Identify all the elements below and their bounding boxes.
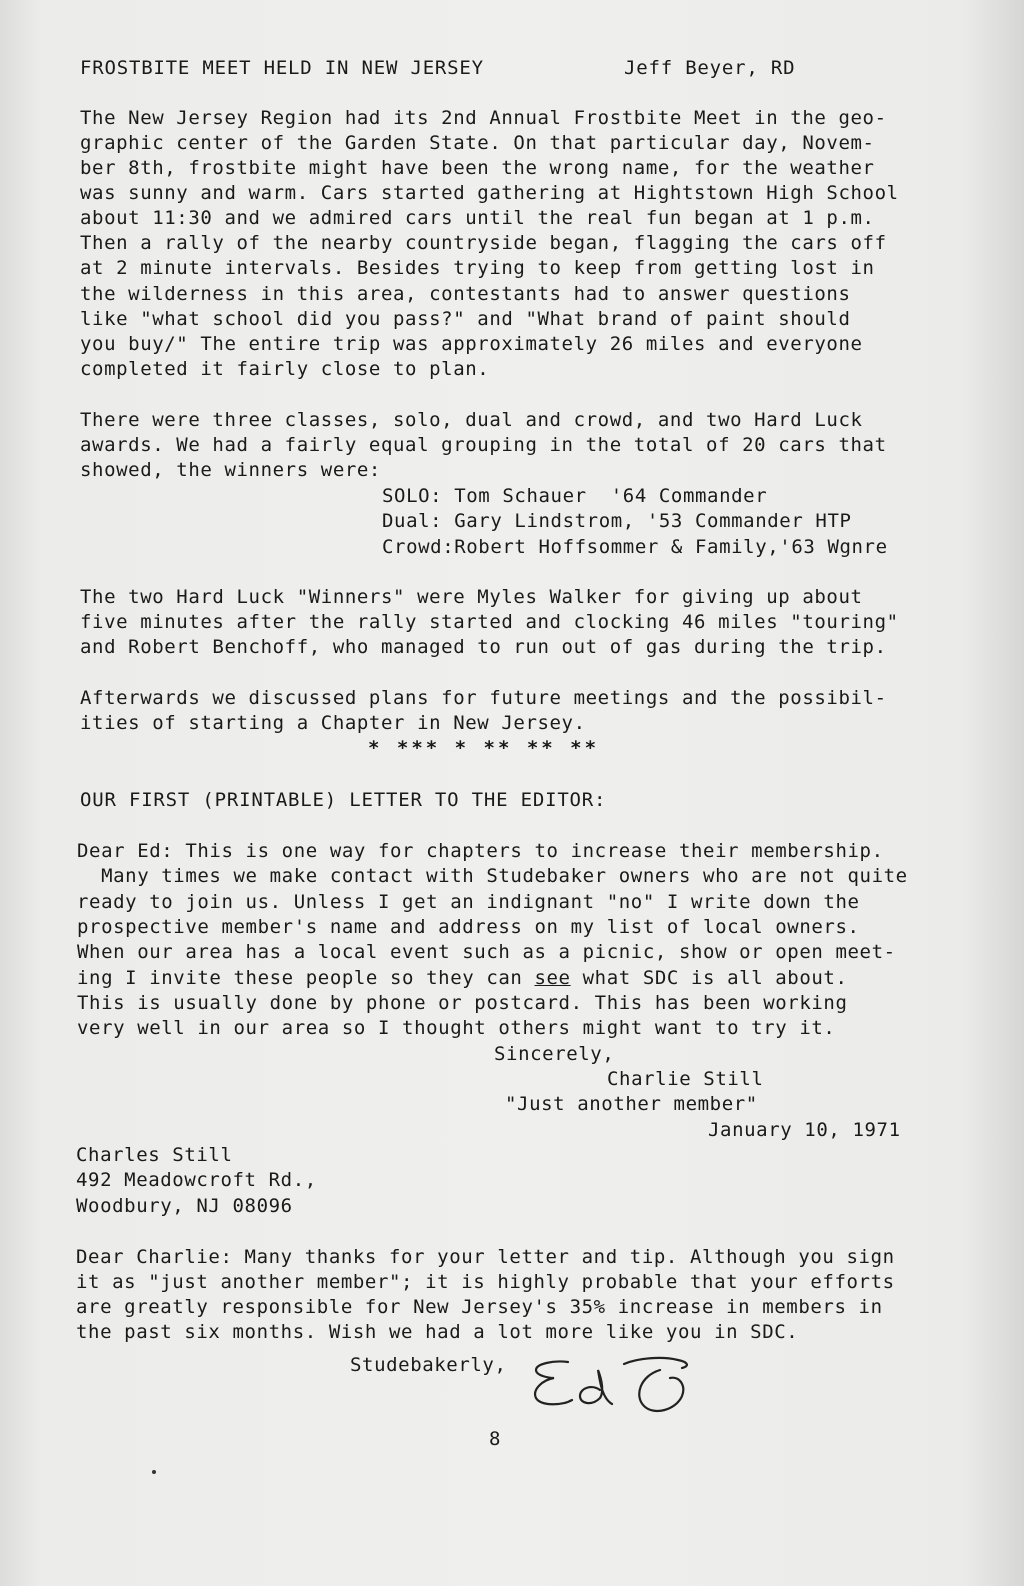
text-line: awards. We had a fairly equal grouping in the total of 20 cars that <box>80 434 887 456</box>
section-separator: * *** * ** ** ** <box>368 737 600 759</box>
winner-crowd: Crowd:Robert Hoffsommer & Family,'63 Wgnre <box>382 536 888 558</box>
text-line: was sunny and warm. Cars started gathering at Hightstown High School <box>80 182 899 204</box>
page-number: 8 <box>489 1428 501 1450</box>
text-line: ready to join us. Unless I get an indignant "no" I write down the <box>77 891 860 913</box>
handwritten-signature <box>528 1350 718 1430</box>
article-author: Jeff Beyer, RD <box>624 57 796 79</box>
text-line: The New Jersey Region had its 2nd Annual Frostbite Meet in the geo- <box>80 107 887 129</box>
text-line: Dear Charlie: Many thanks for your letter and tip. Although you sign <box>76 1246 895 1268</box>
text-line: are greatly responsible for New Jersey's 35% increase in members in <box>76 1296 883 1318</box>
text-segment: ing I invite these people so they can <box>77 967 535 989</box>
address-line: Woodbury, NJ 08096 <box>76 1195 293 1217</box>
text-line: and Robert Benchoff, who managed to run out of gas during the trip. <box>80 636 887 658</box>
text-line: prospective member's name and address on my list of local owners. <box>77 916 860 938</box>
text-line: about 11:30 and we admired cars until the real fun began at 1 p.m. <box>80 207 875 229</box>
text-line: ber 8th, frostbite might have been the wrong name, for the weather <box>80 157 875 179</box>
text-line: the past six months. Wish we had a lot more like you in SDC. <box>76 1321 799 1343</box>
text-line: five minutes after the rally started and clocking 46 miles "touring" <box>80 611 899 633</box>
letter-signer: Charlie Still <box>607 1068 764 1090</box>
text-line: ities of starting a Chapter in New Jersey. <box>80 712 586 734</box>
text-line: at 2 minute intervals. Besides trying to keep from getting lost in <box>80 257 875 279</box>
winner-solo: SOLO: Tom Schauer '64 Commander <box>382 485 768 507</box>
text-segment: what SDC is all about. <box>570 967 848 989</box>
text-line: There were three classes, solo, dual and crowd, and two Hard Luck <box>80 409 863 431</box>
speck <box>152 1470 156 1474</box>
text-line: When our area has a local event such as a picnic, show or open meet- <box>77 941 896 963</box>
text-line: the wilderness in this area, contestants had to answer questions <box>80 283 851 305</box>
letter-signer-note: "Just another member" <box>505 1093 758 1115</box>
underlined-word: see <box>534 967 571 989</box>
address-line: Charles Still <box>76 1144 233 1166</box>
text-line: it as "just another member"; it is highly probable that your efforts <box>76 1271 895 1293</box>
text-line: you buy/" The entire trip was approximately 26 miles and everyone <box>80 333 863 355</box>
text-line: Afterwards we discussed plans for future meetings and the possibil- <box>80 687 887 709</box>
winner-dual: Dual: Gary Lindstrom, '53 Commander HTP <box>382 510 852 532</box>
text-line: The two Hard Luck "Winners" were Myles Walker for giving up about <box>80 586 863 608</box>
text-line: Many times we make contact with Studebaker owners who are not quite <box>77 865 908 887</box>
letter-heading: OUR FIRST (PRINTABLE) LETTER TO THE EDITOR: <box>80 789 607 811</box>
text-line: This is usually done by phone or postcard. This has been working <box>77 992 848 1014</box>
text-line: like "what school did you pass?" and "What brand of paint should <box>80 308 851 330</box>
text-line: Then a rally of the nearby countryside began, flagging the cars off <box>80 232 887 254</box>
text-line: Dear Ed: This is one way for chapters to increase their membership. <box>77 840 884 862</box>
text-line <box>77 966 848 991</box>
text-line: graphic center of the Garden State. On that particular day, Novem- <box>80 132 875 154</box>
text-line: completed it fairly close to plan. <box>80 358 490 380</box>
text-line: very well in our area so I thought others might want to try it. <box>77 1017 836 1039</box>
letter-date: January 10, 1971 <box>708 1119 901 1141</box>
address-line: 492 Meadowcroft Rd., <box>76 1169 317 1191</box>
article-title: FROSTBITE MEET HELD IN NEW JERSEY <box>80 57 484 79</box>
letter-closing: Sincerely, <box>494 1043 615 1065</box>
reply-closing: Studebakerly, <box>350 1354 507 1376</box>
text-line: showed, the winners were: <box>80 459 381 481</box>
